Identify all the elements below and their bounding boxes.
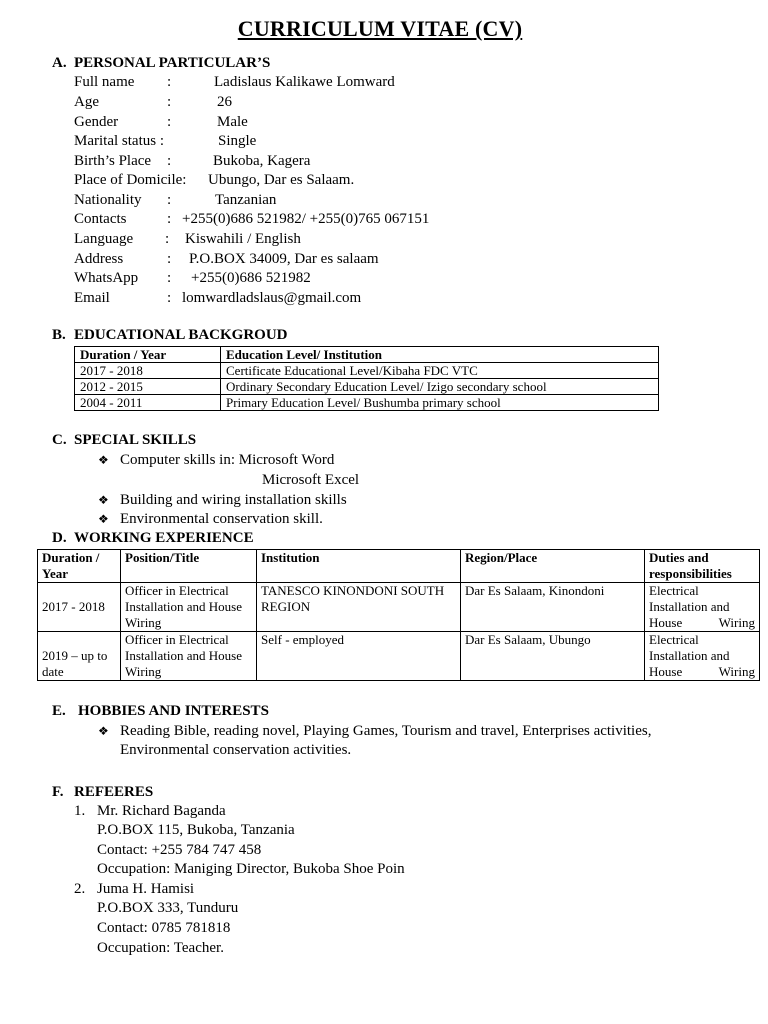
referee-number: 1. <box>74 803 86 819</box>
table-cell: Officer in Electrical Installation and House Wiring <box>121 583 257 632</box>
table-row <box>38 632 760 681</box>
referee-occupation: Occupation: Maniging Director, Bukoba Shoe Poin <box>97 861 405 877</box>
table-header: Education Level/ Institution <box>221 347 659 363</box>
personal-row-marital <box>74 133 257 150</box>
field-value: Tanzanian <box>215 192 277 208</box>
field-separator: : <box>167 94 172 110</box>
section-letter: B. <box>52 327 66 343</box>
field-label: Address <box>74 251 124 267</box>
table-header: Duration / Year <box>38 550 121 583</box>
field-value: +255(0)686 521982 <box>191 270 311 286</box>
hobbies-line-continuation <box>120 742 351 759</box>
section-title: SPECIAL SKILLS <box>74 432 197 448</box>
table-row <box>75 395 659 411</box>
referee-contact: Contact: +255 784 747 458 <box>97 842 262 858</box>
referee-occupation: Occupation: Teacher. <box>97 940 224 956</box>
field-value: Bukoba, Kagera <box>213 153 311 169</box>
referee-name: Mr. Richard Baganda <box>97 803 226 819</box>
referee-name-line <box>74 803 226 820</box>
field-label: Gender <box>74 114 119 130</box>
table-cell: Dar Es Salaam, Kinondoni <box>461 583 645 632</box>
section-b-heading <box>52 327 288 344</box>
field-separator: : <box>167 211 172 227</box>
table-cell: 2012 - 2015 <box>75 379 221 395</box>
referee-address: P.O.BOX 333, Tunduru <box>97 900 239 916</box>
list-item <box>98 452 334 469</box>
field-separator: : <box>167 153 172 169</box>
table-row <box>38 583 760 632</box>
field-value: Ladislaus Kalikawe Lomward <box>214 74 395 90</box>
section-title: REFEERES <box>74 784 154 800</box>
list-item <box>98 492 347 509</box>
table-row <box>75 363 659 379</box>
field-value: P.O.BOX 34009, Dar es salaam <box>189 251 379 267</box>
field-label: Marital status : <box>74 133 164 149</box>
personal-row-address <box>74 251 379 268</box>
field-separator: : <box>167 270 172 286</box>
field-separator: : <box>167 192 172 208</box>
skill-text: Microsoft Excel <box>262 472 360 488</box>
referee-name-line <box>74 881 195 898</box>
personal-row-nationality <box>74 192 277 209</box>
field-value: Single <box>218 133 257 149</box>
table-cell: TANESCO KINONDONI SOUTH REGION <box>257 583 461 632</box>
personal-row-contacts <box>74 211 430 228</box>
table-cell: Officer in Electrical Installation and House Wiring <box>121 632 257 681</box>
field-value: Kiswahili / English <box>185 231 301 247</box>
field-value: Ubungo, Dar es Salaam. <box>208 172 355 188</box>
skill-text: Environmental conservation skill. <box>120 511 323 527</box>
section-f-heading <box>52 784 153 801</box>
table-header: Duties and responsibilities <box>645 550 760 583</box>
table-cell: Electrical Installation and House Wiring <box>645 583 760 632</box>
table-cell: Primary Education Level/ Bushumba primary school <box>221 395 659 411</box>
work-experience-table <box>37 549 760 681</box>
field-label: Contacts <box>74 211 127 227</box>
field-separator: : <box>167 290 172 306</box>
section-letter: F. <box>52 784 64 800</box>
section-title: WORKING EXPERIENCE <box>74 530 254 546</box>
table-header-row <box>38 550 760 583</box>
field-label: Language <box>74 231 134 247</box>
field-label: Nationality <box>74 192 142 208</box>
personal-row-gender <box>74 114 248 131</box>
field-value: +255(0)686 521982/ +255(0)765 067151 <box>182 211 430 227</box>
field-label: Age <box>74 94 99 110</box>
table-cell: 2017 - 2018 <box>75 363 221 379</box>
hobbies-line <box>98 723 651 740</box>
table-cell: Dar Es Salaam, Ubungo <box>461 632 645 681</box>
section-letter: E. <box>52 703 66 719</box>
field-label: WhatsApp <box>74 270 139 286</box>
field-value: lomwardladslaus@gmail.com <box>182 290 362 306</box>
personal-row-domicile <box>74 172 355 189</box>
diamond-bullet-icon: ❖ <box>98 493 109 507</box>
table-cell: Ordinary Secondary Education Level/ Izigo secondary school <box>221 379 659 395</box>
section-letter: A. <box>52 55 67 71</box>
field-label: Full name <box>74 74 135 90</box>
referee-contact: Contact: 0785 781818 <box>97 920 231 936</box>
table-header-row <box>75 347 659 363</box>
list-item-continuation <box>262 472 359 489</box>
section-e-heading <box>52 703 269 720</box>
diamond-bullet-icon: ❖ <box>98 453 109 467</box>
diamond-bullet-icon: ❖ <box>98 512 109 526</box>
table-cell: Electrical Installation and House Wiring <box>645 632 760 681</box>
section-c-heading <box>52 432 196 449</box>
personal-row-age <box>74 94 232 111</box>
table-cell: Self - employed <box>257 632 461 681</box>
section-title: EDUCATIONAL BACKGROUD <box>74 327 288 343</box>
field-label: Birth’s Place <box>74 153 152 169</box>
personal-row-whatsapp <box>74 270 311 287</box>
table-cell: 2017 - 2018 <box>38 583 121 632</box>
skill-text: Building and wiring installation skills <box>120 492 347 508</box>
diamond-bullet-icon: ❖ <box>98 724 109 738</box>
field-label: Place of Domicile: <box>74 172 187 188</box>
table-row <box>75 379 659 395</box>
table-header: Region/Place <box>461 550 645 583</box>
field-separator: : <box>167 114 172 130</box>
section-letter: C. <box>52 432 67 448</box>
field-separator: : <box>165 231 170 247</box>
table-header: Duration / Year <box>75 347 221 363</box>
table-cell: 2004 - 2011 <box>75 395 221 411</box>
table-cell: Certificate Educational Level/Kibaha FDC VTC <box>221 363 659 379</box>
field-separator: : <box>167 251 172 267</box>
referee-number: 2. <box>74 881 86 897</box>
referee-name: Juma H. Hamisi <box>97 881 195 897</box>
field-separator: : <box>167 74 172 90</box>
table-header: Position/Title <box>121 550 257 583</box>
list-item <box>98 511 323 528</box>
referee-address: P.O.BOX 115, Bukoba, Tanzania <box>97 822 295 838</box>
section-title: PERSONAL PARTICULAR’S <box>74 55 271 71</box>
personal-row-birthplace <box>74 153 311 170</box>
personal-row-email <box>74 290 362 307</box>
document-title: CURRICULUM VITAE (CV) <box>237 16 523 41</box>
field-value: Male <box>217 114 248 130</box>
education-table <box>74 346 659 411</box>
personal-row-language <box>74 231 301 248</box>
hobbies-text: Reading Bible, reading novel, Playing Games, Tourism and travel, Enterprises activities, <box>120 723 652 739</box>
section-a-heading <box>52 55 270 72</box>
section-letter: D. <box>52 530 67 546</box>
section-title: HOBBIES AND INTERESTS <box>78 703 269 719</box>
section-d-heading <box>52 530 254 547</box>
field-label: Email <box>74 290 110 306</box>
table-cell: 2019 – up to date <box>38 632 121 681</box>
field-value: 26 <box>217 94 232 110</box>
personal-row-fullname <box>74 74 395 91</box>
hobbies-text: Environmental conservation activities. <box>120 742 352 758</box>
skill-text: Computer skills in: Microsoft Word <box>120 452 335 468</box>
table-header: Institution <box>257 550 461 583</box>
